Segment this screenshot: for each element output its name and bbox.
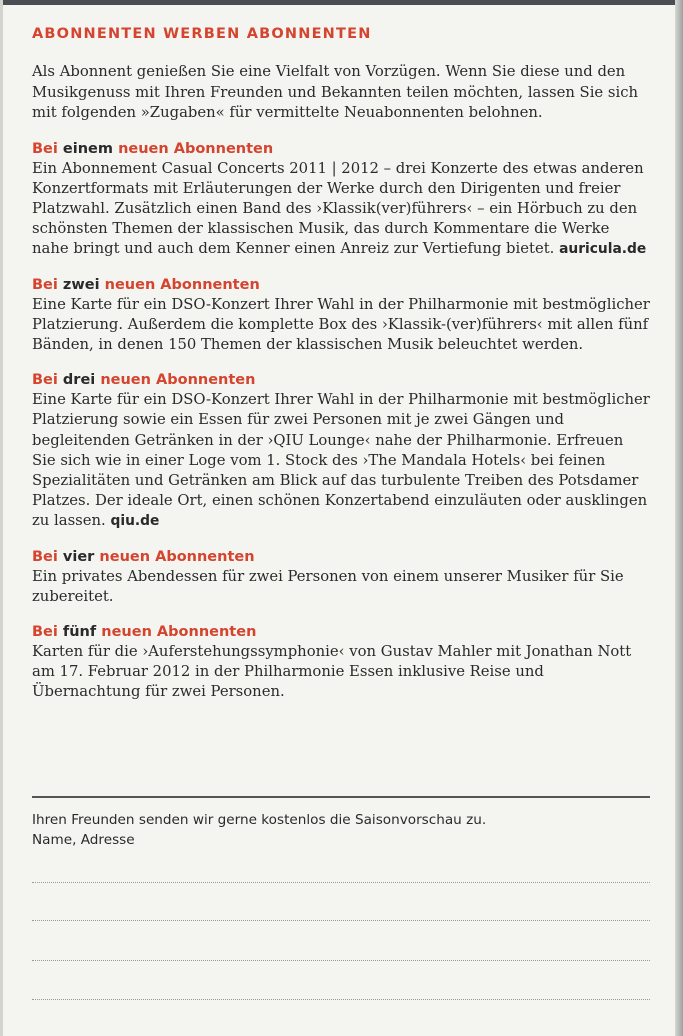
reward-heading-rest: neuen Abonnenten — [101, 623, 257, 640]
reward-heading-bei: Bei — [32, 140, 58, 157]
address-line-4[interactable] — [32, 999, 650, 1000]
reward-description: Karten für die ›Auferstehungssymphonie‹ von Gustav Mahler mit Jonathan Nott am 17. Februar 2012 in der Philharmonie Essen inklusive Reise und Übernachtung für zwei Personen. — [32, 642, 632, 701]
website-link[interactable]: auricula.de — [559, 241, 647, 258]
reward-heading-count: vier — [62, 548, 95, 565]
reward-section-3 — [32, 370, 650, 531]
page-title: ABONNENTEN WERBEN ABONNENTEN — [32, 26, 372, 42]
section-divider — [32, 796, 650, 798]
reward-text — [32, 567, 650, 607]
page-top-edge — [0, 0, 683, 5]
page-content — [32, 26, 650, 703]
reward-text — [32, 159, 650, 260]
form-field-label: Name, Adresse — [32, 832, 135, 848]
reward-heading-rest: neuen Abonnenten — [100, 372, 256, 389]
address-line-3[interactable] — [32, 960, 650, 961]
reward-heading — [32, 622, 650, 642]
reward-heading — [32, 275, 650, 295]
reward-description: Ein privates Abendessen für zwei Personen von einem unserer Musiker für Sie zubereitet. — [32, 567, 624, 605]
reward-heading — [32, 547, 650, 567]
reward-text — [32, 295, 650, 356]
reward-heading — [32, 370, 650, 390]
reward-heading-rest: neuen Abonnenten — [104, 276, 260, 293]
reward-heading-count: drei — [62, 372, 96, 389]
reward-section-5 — [32, 622, 650, 703]
reward-heading-bei: Bei — [32, 276, 58, 293]
address-line-2[interactable] — [32, 920, 650, 921]
address-form-intro — [32, 810, 650, 850]
website-link[interactable]: qiu.de — [110, 513, 160, 530]
address-line-1[interactable] — [32, 882, 650, 883]
reward-heading-bei: Bei — [32, 372, 58, 389]
form-instruction: Ihren Freunden senden wir gerne kostenlos die Saisonvorschau zu. — [32, 812, 487, 828]
reward-heading-bei: Bei — [32, 623, 58, 640]
intro-paragraph: Als Abonnent genießen Sie eine Vielfalt von Vorzügen. Wenn Sie diese und den Musikgenuss mit Ihren Freunden und Bekannten teilen möchten, lassen Sie sich mit folgenden »Zugaben« für vermittelte Neuabonnenten belohnen. — [32, 63, 639, 121]
reward-heading-bei: Bei — [32, 548, 58, 565]
reward-description: Eine Karte für ein DSO-Konzert Ihrer Wahl in der Philharmonie mit bestmöglicher Platzierung. Außerdem die komplette Box des ›Klassik-(ver)führers‹ mit allen fünf Bänden, in denen 150 Themen der klassischen Musik beleuchtet werden. — [32, 295, 650, 353]
reward-heading — [32, 139, 650, 159]
page-fold-edge — [675, 0, 683, 1036]
reward-heading-count: einem — [62, 140, 113, 157]
reward-description: Eine Karte für ein DSO-Konzert Ihrer Wahl in der Philharmonie mit bestmöglicher Platzierung sowie ein Essen für zwei Personen mit je zwei Gängen und begleitenden Getränken in der ›QIU Lounge‹ nahe der Philharmonie. Erfreuen Sie sich wie in einer Loge vom 1. Stock des ›The Mandala Hotels‹ bei feinen Spezialitäten und Getränken am Blick auf das turbulente Treiben des Potsdamer Platzes. Der ideale Ort, einen schönen Konzertabend einzuläuten oder ausklingen zu lassen. — [32, 391, 650, 530]
reward-section-4 — [32, 547, 650, 607]
reward-text — [32, 390, 650, 531]
reward-heading-rest: neuen Abonnenten — [99, 548, 255, 565]
reward-heading-count: fünf — [62, 623, 97, 640]
page-left-edge — [0, 0, 3, 1036]
reward-section-1 — [32, 139, 650, 260]
reward-heading-rest: neuen Abonnenten — [118, 140, 274, 157]
reward-heading-count: zwei — [62, 276, 100, 293]
reward-text — [32, 642, 650, 703]
reward-section-2 — [32, 275, 650, 356]
reward-description: Ein Abonnement Casual Concerts 2011 | 2012 – drei Konzerte des etwas anderen Konzertformats mit Erläuterungen der Werke durch den Dirigenten und freier Platzwahl. Zusätzlich einen Band des ›Klassik(ver)führers‹ – ein Hörbuch zu den schönsten Themen der klassischen Musik, das durch Kommentare die Werke nahe bringt und auch dem Kenner einen Anreiz zur Vertiefung bietet. — [32, 159, 644, 258]
